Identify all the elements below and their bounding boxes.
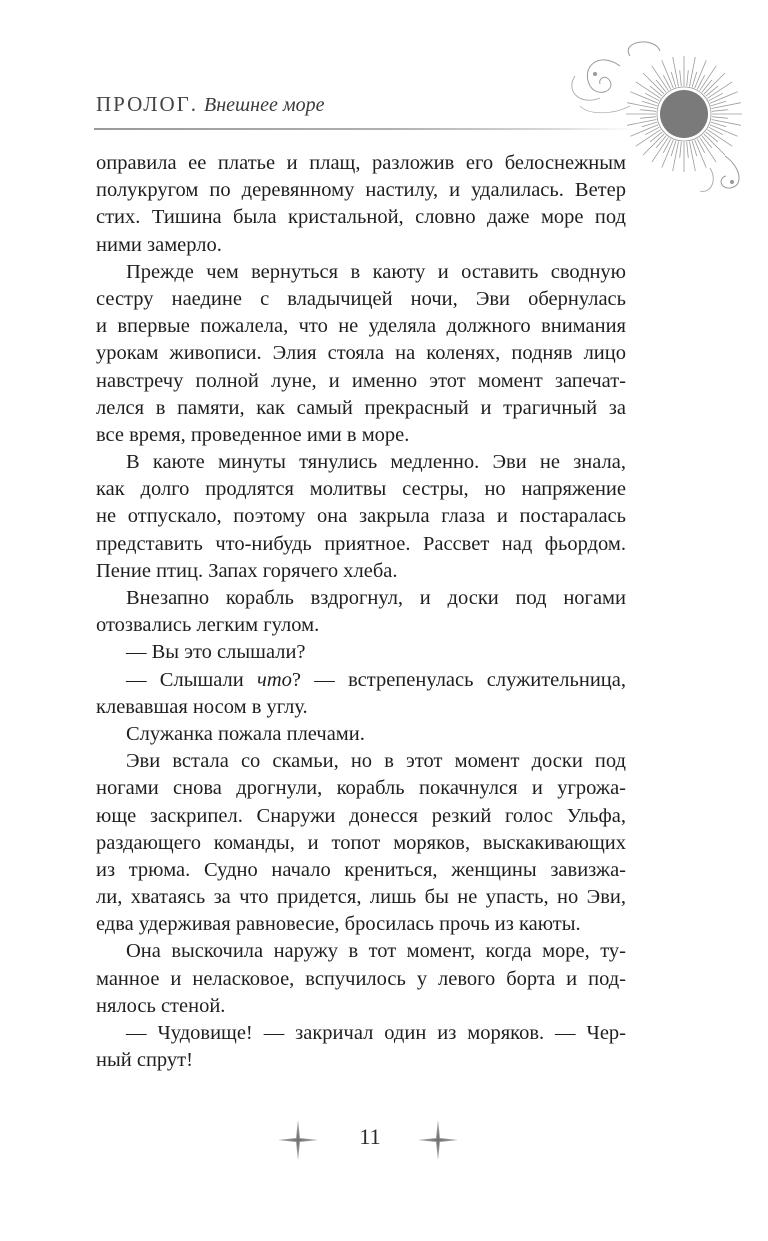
sun-ray bbox=[645, 93, 659, 101]
sun-ray bbox=[640, 117, 656, 119]
sun-ray bbox=[702, 136, 712, 148]
text-line: урокам живописи. Элия стояла на коленях, подняв лицо bbox=[96, 342, 626, 365]
text-line: не отпускало, поэтому она закрыла глаза и постаралась bbox=[96, 505, 626, 528]
sun-ray bbox=[673, 142, 679, 171]
sun-ray bbox=[656, 80, 666, 92]
sun-ray bbox=[712, 110, 728, 112]
sun-ray bbox=[640, 110, 656, 112]
text-line: навстречу полной луне, и именно этот момент запечат- bbox=[96, 369, 626, 392]
text-line: ный спрут! bbox=[96, 1049, 193, 1072]
header-rule bbox=[94, 128, 634, 130]
sun-ray bbox=[643, 134, 664, 155]
text-line: едва удерживая равновесие, бросилась прочь из каюты. bbox=[96, 913, 581, 936]
sun-ray bbox=[650, 132, 662, 142]
sun-ray bbox=[680, 142, 682, 158]
text-line: представить что-нибудь приятное. Рассвет над фьордом. bbox=[96, 532, 626, 555]
sun-ray bbox=[673, 57, 679, 86]
sun-ray bbox=[709, 127, 723, 135]
sun-ray bbox=[663, 75, 671, 89]
text-line: оправила ее платье и плащ, разложив его белоснежным bbox=[96, 152, 626, 174]
sun-ray bbox=[706, 132, 718, 142]
sun-ray bbox=[702, 80, 712, 92]
text-line: стих. Тишина была кристальной, словно даже море под bbox=[96, 206, 626, 229]
text-line: раздающего команды, и топот моряков, выскакивающих bbox=[96, 831, 626, 854]
sun-ray bbox=[627, 120, 656, 126]
text-line: отозвались легким гулом. bbox=[96, 614, 320, 637]
sun-ray bbox=[712, 117, 728, 119]
sun-ray bbox=[704, 73, 725, 94]
text-line: Служанка пожала плечами. bbox=[126, 722, 365, 745]
text-line: Прежде чем вернуться в каюту и оставить сводную bbox=[126, 260, 626, 283]
sun-ray bbox=[643, 73, 664, 94]
sparkle-star-icon bbox=[416, 1118, 460, 1162]
sun-ray bbox=[697, 139, 705, 153]
sun-ray bbox=[687, 70, 689, 86]
chapter-subtitle: Внешнее море bbox=[204, 94, 325, 116]
text-line: ногами снова дрогнули, корабль покачнулся и угрожа- bbox=[96, 777, 626, 800]
sun-ray bbox=[687, 142, 689, 158]
sun-ray bbox=[690, 142, 696, 171]
page-number: 11 bbox=[359, 1124, 381, 1149]
text-line: — Чудовище! — закричал один из моряков. — Чер- bbox=[126, 1022, 626, 1044]
text-line: — Слышали что? — встрепенулась служительница, bbox=[126, 668, 626, 691]
chapter-title: ПРОЛОГ bbox=[96, 92, 191, 116]
text-line: как долго продлятся молитвы сестры, но напряжение bbox=[96, 478, 626, 501]
text-line: из трюма. Судно начало крениться, женщины завизжа- bbox=[96, 858, 626, 881]
text-line: Эви встала со скамьи, но в этот момент доски под bbox=[126, 750, 626, 773]
text-line: полукругом по деревянному настилу, и удалилась. Ветер bbox=[96, 179, 626, 202]
text-line: и впервые пожалела, что не уделяла должного внимания bbox=[96, 315, 626, 338]
running-header bbox=[96, 92, 324, 122]
sun-ray bbox=[712, 120, 741, 126]
text-line: Она выскочила наружу в тот момент, когда море, ту- bbox=[126, 940, 626, 963]
text-line: ли, хватаясь за что придется, лишь бы не упасть, но Эви, bbox=[96, 886, 626, 909]
text-line: Внезапно корабль вздрогнул, и доски под ногами bbox=[126, 587, 626, 609]
chapter-title-dot: . bbox=[190, 92, 197, 116]
sun-ray bbox=[656, 136, 666, 148]
text-line: все время, проведенное ими в море. bbox=[96, 423, 410, 446]
sun-ray bbox=[663, 139, 671, 153]
text-line: В каюте минуты тянулись медленно. Эви не знала, bbox=[126, 451, 626, 474]
text-line: ними замерло. bbox=[96, 233, 222, 256]
text-line: — Вы это слышали? bbox=[126, 641, 306, 664]
sun-ray bbox=[645, 127, 659, 135]
sun-ray bbox=[690, 57, 696, 86]
sun-ray bbox=[650, 86, 662, 96]
body-text bbox=[96, 150, 626, 1074]
text-line: клевавшая носом в углу. bbox=[96, 695, 308, 718]
text-line: Пение птиц. Запах горячего хлеба. bbox=[96, 559, 398, 582]
sun-ray bbox=[706, 86, 718, 96]
sun-ray bbox=[704, 134, 725, 155]
text-line: манное и неласковое, вспучилось у левого борта и под- bbox=[96, 967, 626, 990]
text-line: сестру наедине с владычицей ночи, Эви обернулась bbox=[96, 287, 626, 310]
text-line: лелся в памяти, как самый прекрасный и трагичный за bbox=[96, 396, 626, 419]
text-line: нялось стеной. bbox=[96, 994, 226, 1017]
text-line: юще заскрипел. Снаружи донесся резкий голос Ульфа, bbox=[96, 804, 626, 827]
sun-ray bbox=[697, 75, 705, 89]
page-footer bbox=[260, 1118, 480, 1162]
sun-ray bbox=[709, 93, 723, 101]
sun-ray bbox=[680, 70, 682, 86]
sun-ray bbox=[627, 103, 656, 109]
sun-ray bbox=[712, 103, 741, 109]
